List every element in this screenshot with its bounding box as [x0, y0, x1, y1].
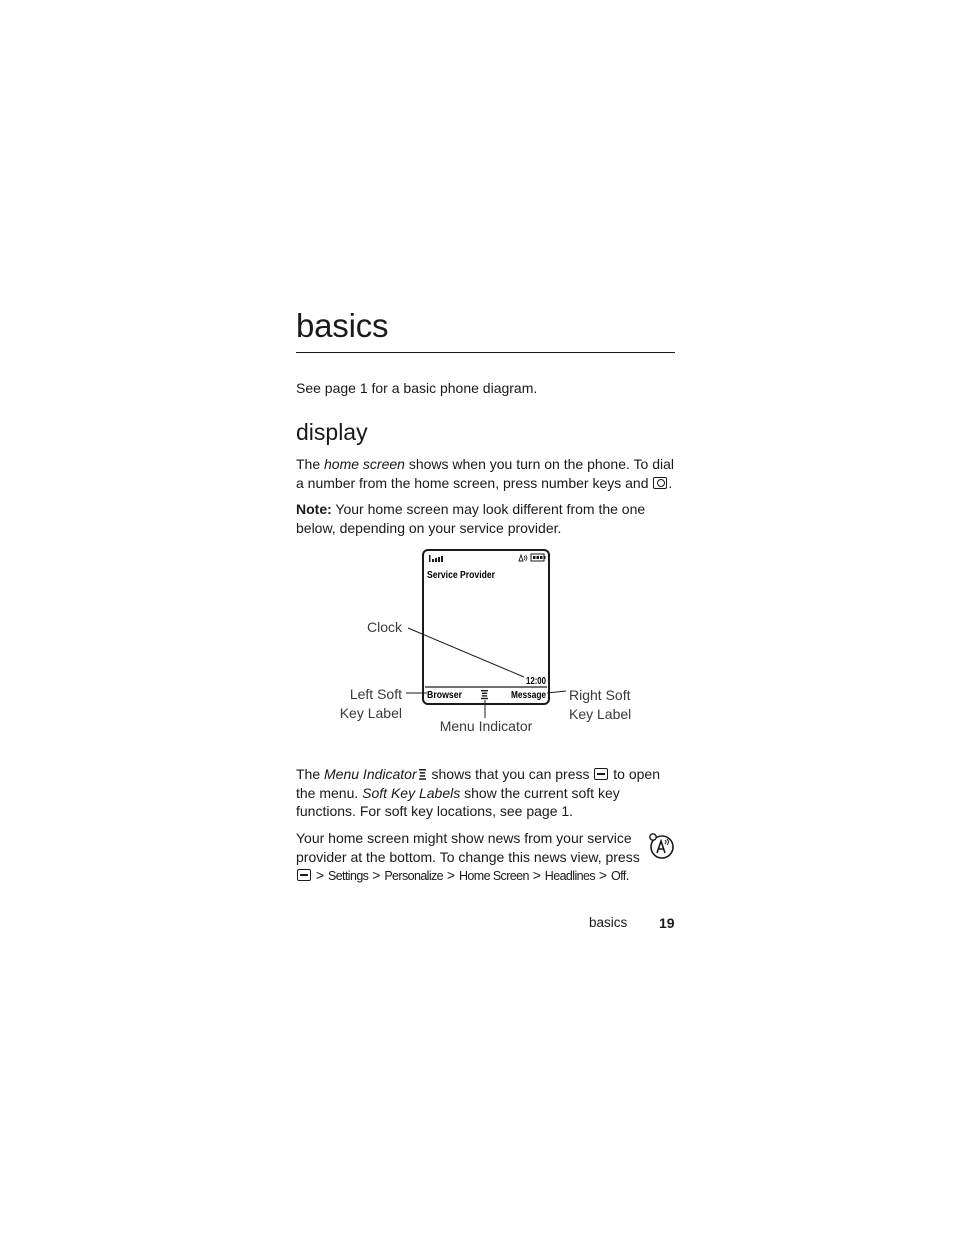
term-soft-key-labels: Soft Key Labels [362, 784, 461, 801]
footer-page-number: 19 [659, 915, 675, 931]
menu-key-icon [297, 869, 311, 881]
text-span: The [296, 456, 325, 472]
menu-indicator-callout: Menu Indicator [439, 718, 533, 734]
left-soft-callout-line2: Key Label [339, 705, 402, 721]
right-soft-key-label: Message [511, 690, 547, 701]
right-soft-callout-line2: Key Label [569, 706, 632, 722]
path-off: Off [610, 869, 626, 884]
path-separator: > [368, 867, 385, 884]
text-span: shows that you can press [427, 766, 594, 782]
chapter-title: basics [296, 307, 389, 344]
menu-key-icon [594, 768, 608, 780]
service-provider-text: Service Provider [427, 570, 496, 581]
left-soft-key-label: Browser [427, 690, 463, 701]
text-span: to open the menu. [296, 766, 660, 801]
clock-callout: Clock [366, 619, 402, 635]
text-span: . [668, 474, 673, 491]
path-separator: > [312, 867, 328, 884]
note-paragraph [296, 500, 680, 537]
term-home-screen: home screen [324, 456, 405, 472]
term-menu-indicator: Menu Indicator [324, 766, 417, 782]
text-span: . [625, 867, 630, 884]
right-soft-callout-line1: Right Soft [569, 687, 631, 703]
path-separator: > [443, 867, 459, 884]
menu-indicator-icon [419, 769, 426, 780]
text-span: show the current soft key functions. For soft key locations, see page 1. [296, 784, 620, 820]
clock-text: 12:00 [526, 676, 547, 687]
note-label: Note: [296, 501, 332, 517]
section-title: display [296, 419, 368, 445]
home-screen-paragraph [296, 455, 680, 492]
news-view-paragraph [296, 829, 641, 886]
menu-indicator-paragraph [296, 765, 680, 821]
left-soft-callout-line1: Left Soft [349, 686, 402, 702]
title-rule [296, 352, 675, 353]
text-span: The [296, 766, 325, 782]
note-text: Your home screen may look different from the one below, depending on your service provider. [296, 501, 646, 536]
path-separator: > [595, 867, 611, 884]
path-headlines: Headlines [544, 869, 595, 884]
text-span: shows when you turn on the phone. To dial a number from the home screen, press number keys and [296, 456, 674, 491]
network-feature-icon [648, 832, 676, 860]
intro-text: See page 1 for a basic phone diagram. [296, 380, 538, 396]
footer-section-label: basics [589, 915, 628, 930]
path-settings: Settings [327, 869, 369, 884]
home-screen-diagram [330, 545, 650, 745]
send-key-icon [653, 477, 667, 489]
path-personalize: Personalize [384, 869, 444, 884]
path-separator: > [528, 867, 545, 884]
text-span: Your home screen might show news from your service provider at the bottom. To change this news view, press [296, 830, 640, 865]
path-home-screen: Home Screen [459, 869, 529, 884]
